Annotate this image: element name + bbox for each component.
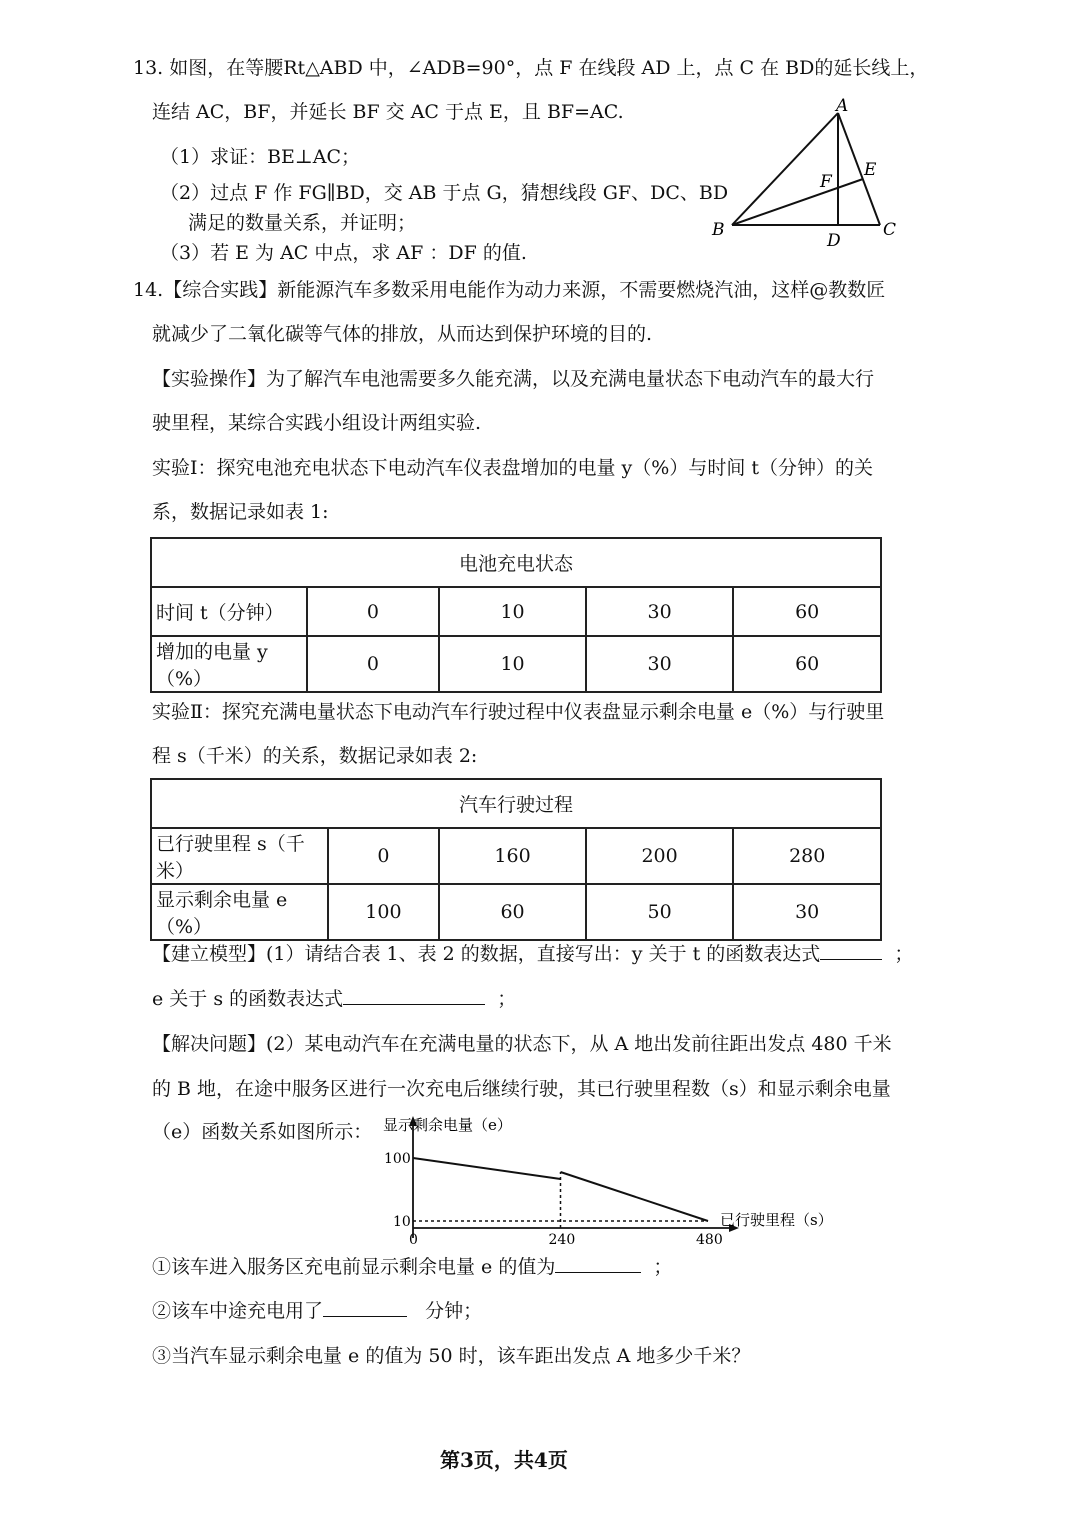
table-1 [150, 537, 882, 693]
q14-model2 [152, 984, 516, 1014]
label-b: B [712, 220, 725, 240]
table-cell: 0 [328, 828, 440, 884]
answer-blank-sub1[interactable] [555, 1252, 641, 1273]
q14-solve1: 【解决问题】(2）某电动汽车在充满电量的状态下，从 A 地出发前往距出发点 480 千米 [152, 1033, 892, 1055]
table-cell: 50 [586, 884, 734, 940]
table2-row1-label: 已行驶里程 s（千米） [151, 828, 328, 884]
table-row [151, 587, 881, 636]
table-cell: 60 [733, 587, 881, 636]
series-line-2 [561, 1172, 709, 1221]
model2-text: e 关于 s 的函数表达式 [152, 988, 344, 1010]
label-c: C [883, 220, 897, 240]
q13-part2b: 满足的数量关系，并证明； [188, 212, 417, 234]
table-cell: 10 [439, 636, 586, 692]
segment-ab [732, 113, 838, 225]
q14-sub1 [152, 1252, 672, 1282]
q14-intro2: 就减少了二氧化碳等气体的排放，从而达到保护环境的目的. [152, 323, 653, 345]
sub2-end: 分钟； [425, 1300, 483, 1322]
table-cell: 0 [307, 636, 440, 692]
table1-title: 电池充电状态 [151, 538, 881, 587]
table2-row2-label: 显示剩余电量 e（%） [151, 884, 328, 940]
q14-sub2 [152, 1296, 482, 1326]
q14-model1 [152, 939, 913, 969]
table-row [151, 636, 881, 692]
q14-intro1: 14.【综合实践】新能源汽车多数采用电能作为动力来源，不需要燃烧汽油，这样@教数匠 [133, 279, 886, 301]
q13-part3: （3）若 E 为 AC 中点，求 AF ：DF 的值. [160, 242, 527, 264]
sub1-end: ； [653, 1256, 673, 1278]
q14-solve3: （e）函数关系如图所示： [152, 1121, 373, 1143]
y-axis-title: 显示剩余电量（e） [383, 1116, 512, 1134]
table-cell: 60 [439, 884, 586, 940]
table-cell: 10 [439, 587, 586, 636]
table-cell: 30 [586, 636, 734, 692]
sub2-text: ②该车中途充电用了 [152, 1300, 324, 1322]
table-cell: 280 [733, 828, 881, 884]
x-tick-label: 480 [696, 1232, 723, 1248]
table-cell: 100 [328, 884, 440, 940]
answer-blank-y-t[interactable] [820, 939, 882, 960]
line-chart [375, 1110, 845, 1250]
model1-end: ； [894, 943, 914, 965]
table-cell: 200 [586, 828, 734, 884]
table-cell: 30 [586, 587, 734, 636]
q14-exp2b: 程 s（千米）的关系，数据记录如表 2: [152, 745, 478, 767]
table-2 [150, 778, 882, 941]
segment-be [732, 179, 863, 225]
q13-line2: 连结 AC，BF，并延长 BF 交 AC 于点 E，且 BF=AC. [152, 101, 624, 123]
table-row [151, 828, 881, 884]
x-tick-label: 0 [409, 1232, 418, 1248]
q13-part1: （1）求证：BE⊥AC； [160, 146, 361, 168]
x-axis-title: 已行驶里程（s） [720, 1211, 833, 1229]
label-a: A [836, 96, 849, 116]
answer-blank-e-s[interactable] [343, 984, 485, 1005]
q14-op1: 【实验操作】为了解汽车电池需要多久能充满，以及充满电量状态下电动汽车的最大行 [152, 368, 875, 390]
q14-exp1b: 系，数据记录如表 1: [152, 501, 329, 523]
table1-row2-label: 增加的电量 y（%） [151, 636, 307, 692]
answer-blank-sub2[interactable] [323, 1296, 407, 1317]
table-cell: 0 [307, 587, 440, 636]
page-footer: 第3页，共4页 [440, 1448, 568, 1472]
table-row [151, 884, 881, 940]
q14-op2: 驶里程，某综合实践小组设计两组实验. [152, 412, 482, 434]
series-line-1 [413, 1158, 561, 1179]
x-tick-label: 240 [548, 1232, 576, 1248]
q14-exp1a: 实验Ⅰ：探究电池充电状态下电动汽车仪表盘增加的电量 y（%）与时间 t（分钟）的关 [152, 457, 874, 479]
table-cell: 60 [733, 636, 881, 692]
table1-row1-label: 时间 t（分钟） [151, 587, 307, 636]
q14-sub3: ③当汽车显示剩余电量 e 的值为 50 时，该车距出发点 A 地多少千米？ [152, 1345, 751, 1367]
table-cell: 160 [439, 828, 586, 884]
y-tick-label: 100 [384, 1151, 411, 1167]
q13-part2a: （2）过点 F 作 FG∥BD，交 AB 于点 G，猜想线段 GF、DC、BD [160, 182, 729, 204]
table-cell: 30 [733, 884, 881, 940]
q14-exp2a: 实验Ⅱ：探究充满电量状态下电动汽车行驶过程中仪表盘显示剩余电量 e（%）与行驶里 [152, 701, 885, 723]
q13-line1: 13. 如图，在等腰Rt△ABD 中，∠ADB=90°，点 F 在线段 AD 上，点 C 在 BD的延长线上， [133, 57, 929, 79]
sub1-text: ①该车进入服务区充电前显示剩余电量 e 的值为 [152, 1256, 556, 1278]
model2-end: ； [497, 988, 517, 1010]
q14-solve2: 的 B 地，在途中服务区进行一次充电后继续行驶，其已行驶里程数（s）和显示剩余电量 [152, 1078, 891, 1100]
triangle-figure [700, 95, 910, 255]
label-d: D [827, 231, 841, 251]
y-tick-label: 10 [393, 1214, 411, 1230]
label-e: E [864, 160, 877, 180]
model1-text: 【建立模型】(1）请结合表 1、表 2 的数据，直接写出：y 关于 t 的函数表达式 [152, 943, 821, 965]
table2-title: 汽车行驶过程 [151, 779, 881, 828]
label-f: F [820, 172, 832, 192]
